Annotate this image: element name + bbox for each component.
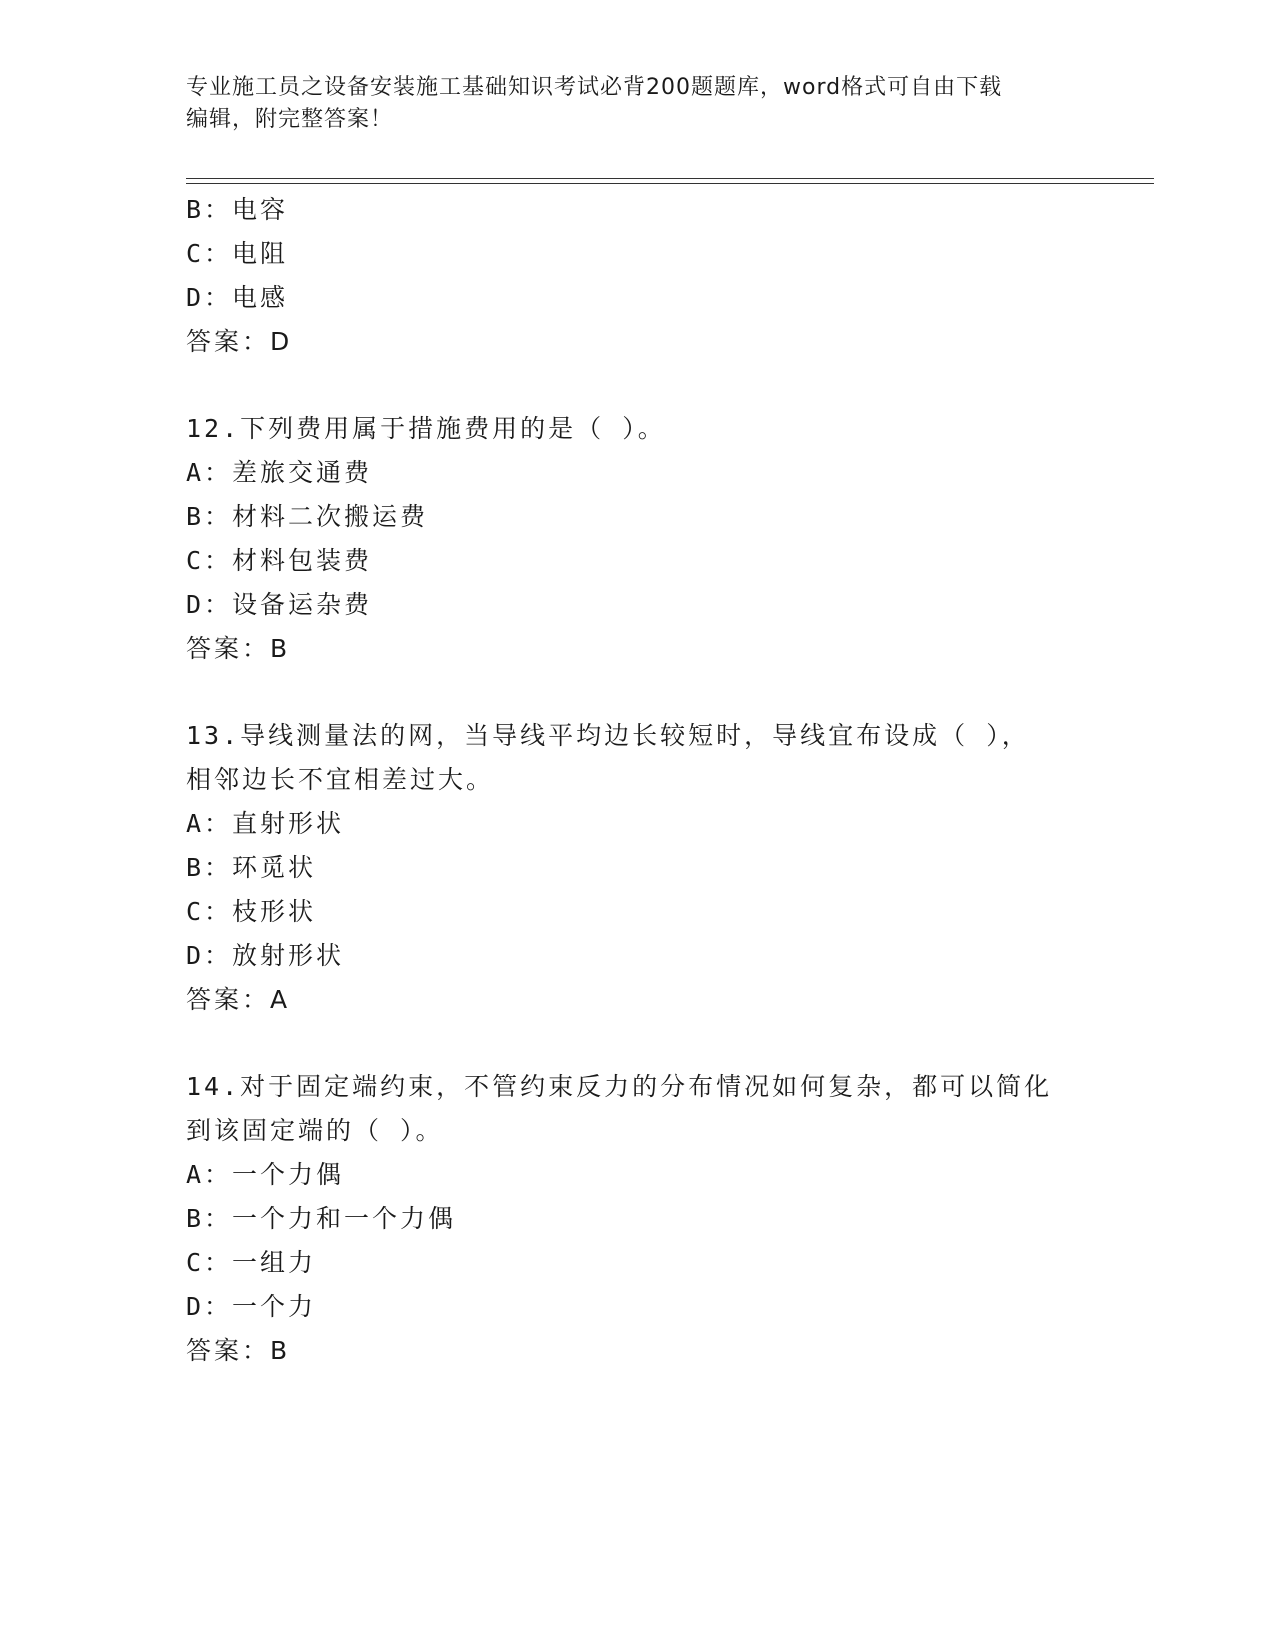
q14-question-line2: 到该固定端的（ ）。: [186, 1116, 444, 1145]
q11-option-b: B：电容: [186, 195, 289, 224]
header-title-line2: 编辑，附完整答案！: [186, 107, 394, 132]
q13-answer: 答案：A: [186, 985, 291, 1014]
q14-option-d: D：一个力: [186, 1292, 317, 1321]
q12-answer: 答案：B: [186, 634, 291, 663]
q13-option-d: D：放射形状: [186, 941, 345, 970]
q12-question: 12.下列费用属于措施费用的是（ ）。: [186, 414, 666, 443]
q11-option-c: C：电阻: [186, 239, 289, 268]
q13-option-a: A：直射形状: [186, 809, 345, 838]
q14-option-c: C：一组力: [186, 1248, 317, 1277]
q14-question-line1: 14.对于固定端约束，不管约束反力的分布情况如何复杂，都可以简化: [186, 1072, 1053, 1101]
q14-option-b: B：一个力和一个力偶: [186, 1204, 457, 1233]
q11-option-d: D：电感: [186, 283, 289, 312]
q13-question-line1: 13.导线测量法的网，当导线平均边长较短时，导线宜布设成（ ），: [186, 721, 1030, 750]
header-title-line1: 专业施工员之设备安装施工基础知识考试必背200题题库，word格式可自由下载: [186, 75, 1003, 100]
q12-option-b: B：材料二次搬运费: [186, 502, 429, 531]
q11-answer: 答案：D: [186, 327, 293, 356]
q12-option-d: D：设备运杂费: [186, 590, 373, 619]
document-header: [186, 72, 1086, 136]
q13-option-c: C：枝形状: [186, 897, 317, 926]
q13-question-line2: 相邻边长不宜相差过大。: [186, 765, 495, 794]
header-rule-bottom: [186, 183, 1154, 184]
q14-answer: 答案：B: [186, 1336, 291, 1365]
q13-option-b: B：环觅状: [186, 853, 317, 882]
header-rule-top: [186, 178, 1154, 179]
q12-option-a: A：差旅交通费: [186, 458, 373, 487]
q12-option-c: C：材料包装费: [186, 546, 373, 575]
q14-option-a: A：一个力偶: [186, 1160, 345, 1189]
